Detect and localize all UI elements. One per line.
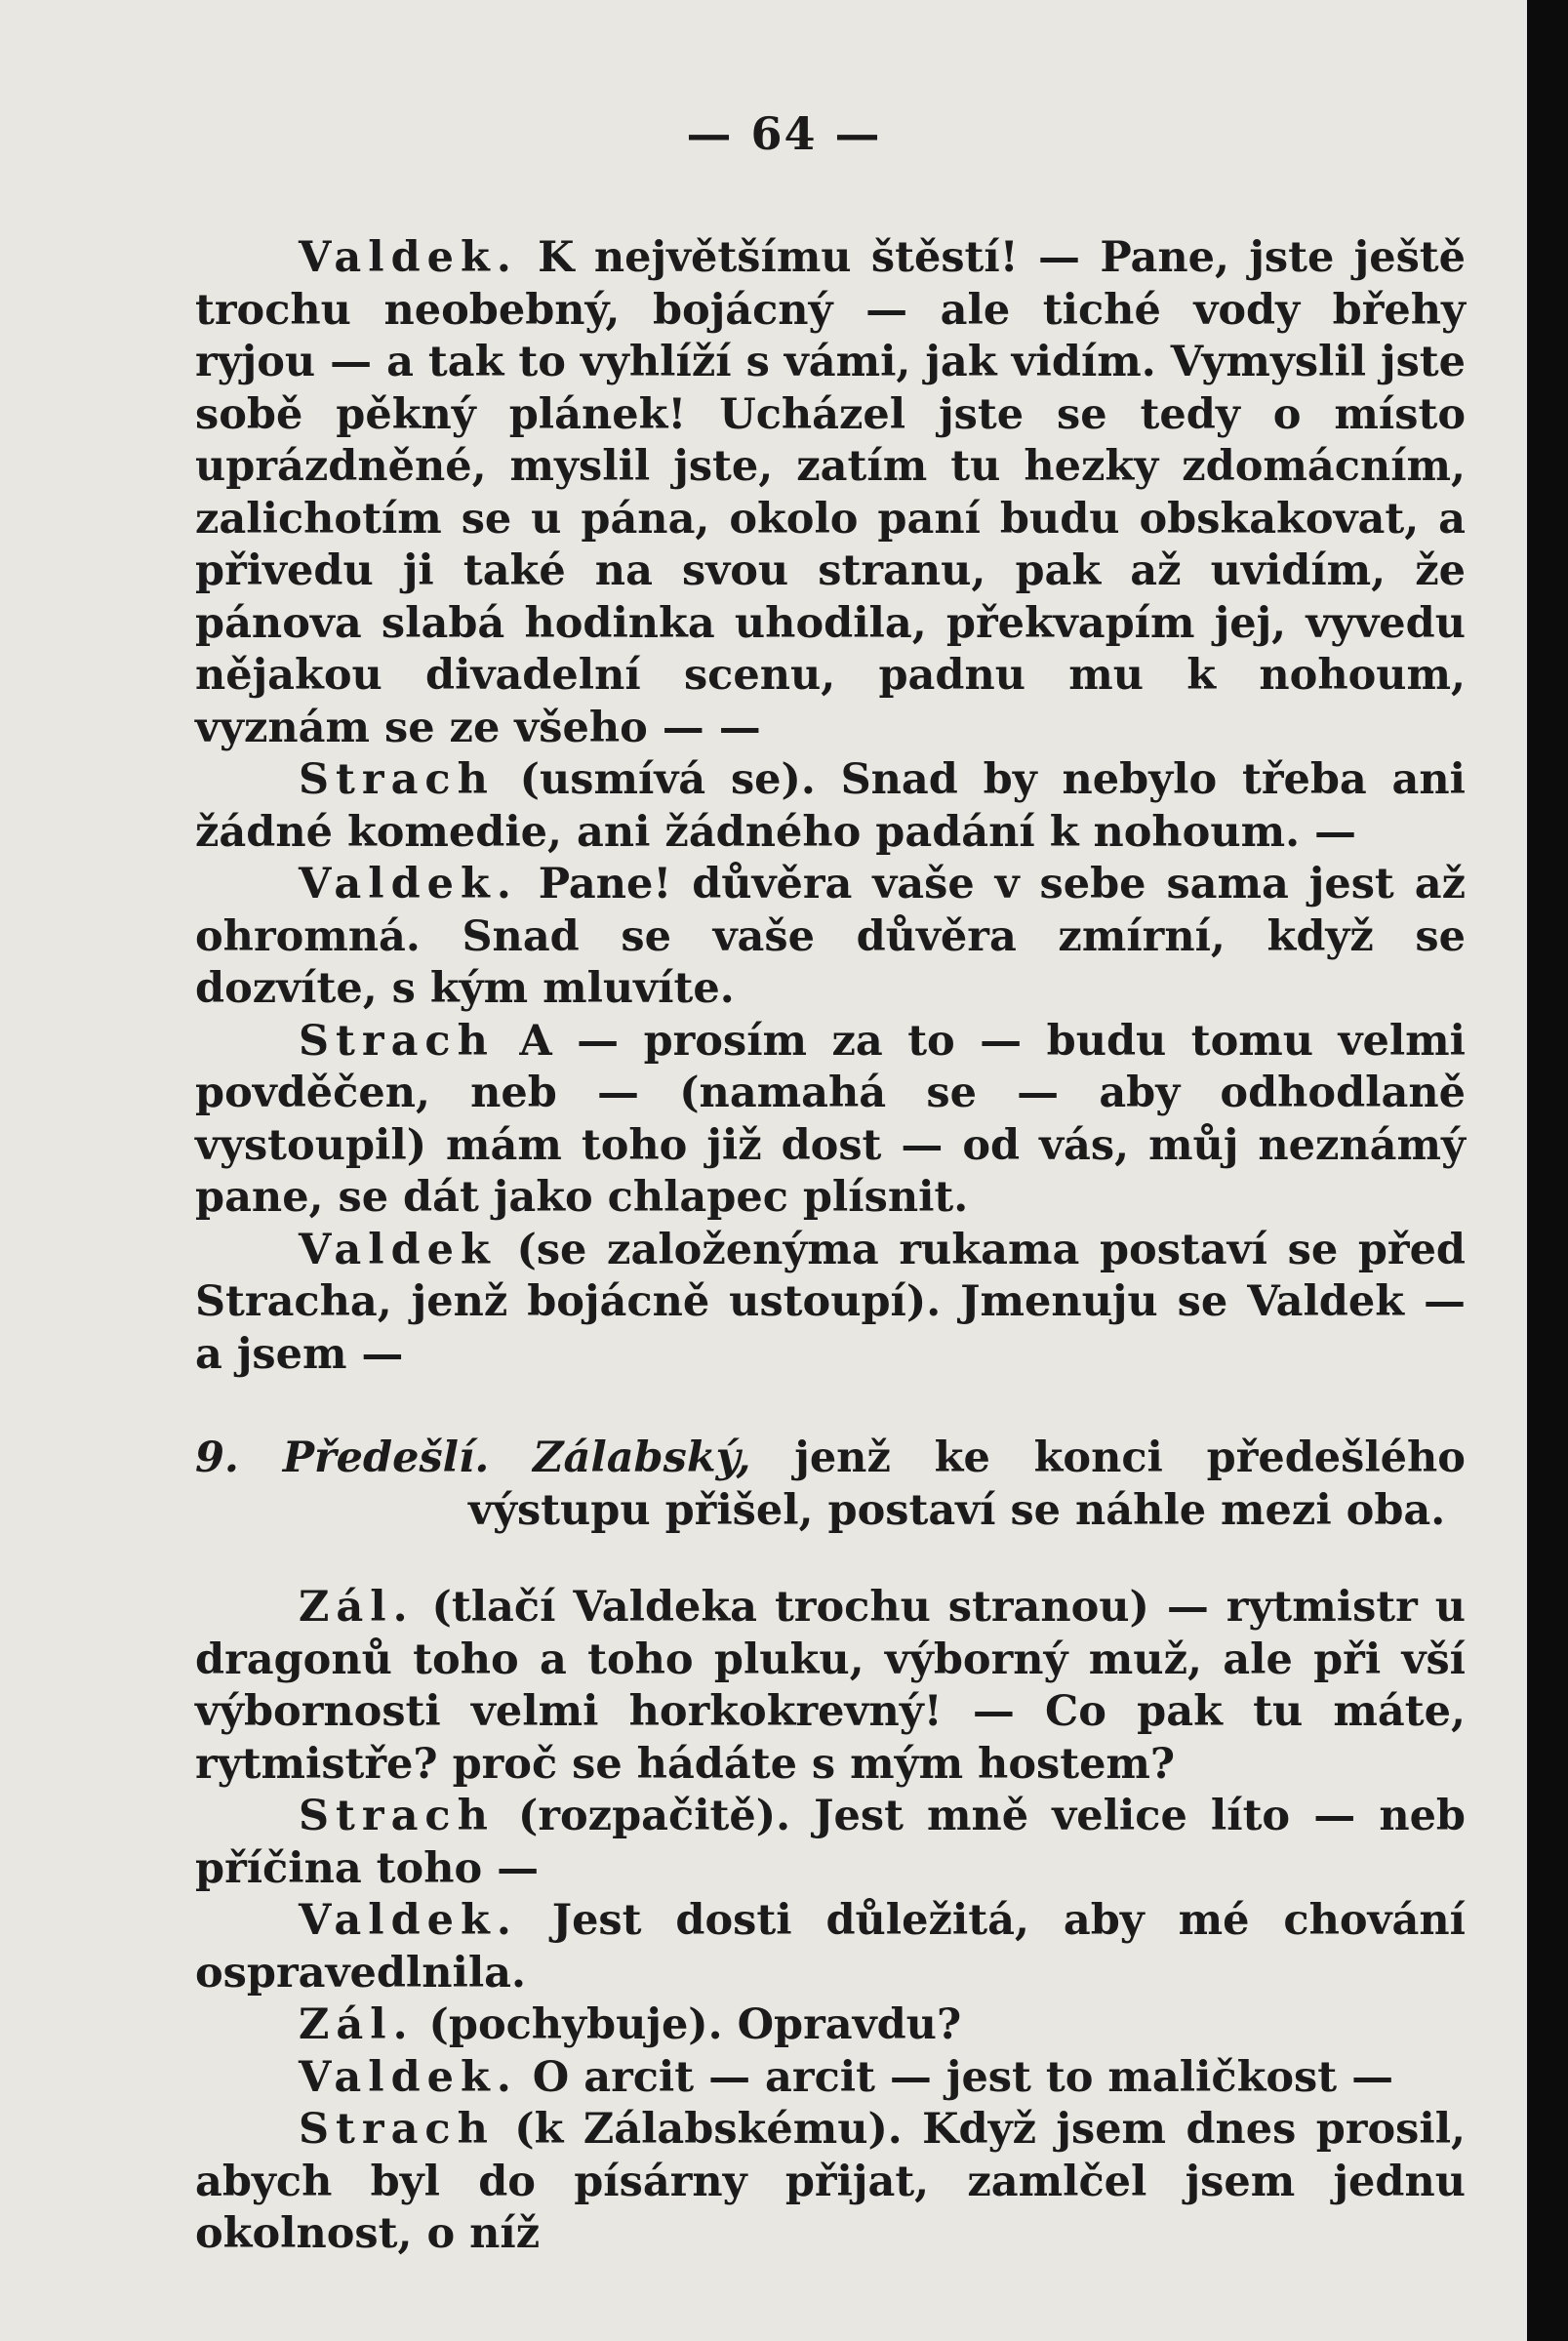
dialogue-line	[195, 1791, 1466, 1895]
speaker-name: Zál.	[299, 2000, 415, 2049]
scene-characters: Předešlí.	[282, 1433, 490, 1482]
dialogue-text: (se založenýma rukama postaví se před Stracha, jenž bojácně ustoupí). Jmenuju se Valdek — a jsem —	[195, 1225, 1466, 1379]
dialogue-line	[195, 2104, 1466, 2261]
dialogue-line	[195, 2052, 1466, 2105]
dialogue-text: O arcit — arcit — jest to maličkost —	[517, 2052, 1394, 2102]
scene-direction: jenž ke konci předešlého výstupu přišel, postaví se náhle mezi oba.	[468, 1433, 1466, 1535]
speaker-name: Zál.	[299, 1583, 415, 1632]
dialogue-text: (usmívá se). Snad by nebylo třeba ani žádné komedie, ani žádného padání k nohoum. —	[195, 755, 1466, 857]
dialogue-line	[195, 1582, 1466, 1791]
speaker-name: Strach	[299, 2105, 495, 2154]
dialogue-line	[195, 1999, 1466, 2052]
page-number: — 64 —	[686, 107, 882, 160]
dialogue-line	[195, 859, 1466, 1016]
speaker-name: Strach	[299, 1016, 495, 1066]
speaker-name: Valdek.	[299, 233, 518, 282]
page-text	[195, 232, 1466, 2261]
scene-heading	[195, 1433, 1466, 1537]
speaker-name: Valdek.	[299, 2052, 518, 2102]
speaker-name: Valdek	[299, 1225, 497, 1274]
dialogue-line	[195, 1225, 1466, 1382]
dialogue-text: Jest dosti důležitá, aby mé chování ospravedlnila.	[195, 1896, 1466, 1998]
dialogue-line	[195, 232, 1466, 754]
scan-edge	[1527, 0, 1568, 2341]
speaker-name: Strach	[299, 1792, 495, 1840]
speaker-name: Strach	[299, 755, 495, 804]
scene-number: 9.	[195, 1433, 239, 1482]
dialogue-text: Pane! důvěra vaše v sebe sama jest až ohromná. Snad se vaše důvěra zmírní, když se dozvíte, s kým mluvíte.	[195, 860, 1466, 1013]
dialogue-line	[195, 1895, 1466, 1999]
scene-character: Zálabský,	[533, 1433, 751, 1482]
dialogue-text: (pochybuje). Opravdu?	[414, 2000, 962, 2049]
dialogue-text: (k Zálabskému). Když jsem dnes prosil, abych byl do písárny přijat, zamlčel jsem jednu okolnost, o níž	[195, 2105, 1466, 2258]
dialogue-line	[195, 754, 1466, 859]
dialogue-text: K největšímu štěstí! — Pane, jste ještě trochu neobebný, bojácný — ale tiché vody břehy ryjou — a tak to vyhlíží s vámi, jak vidím. Vymyslil jste sobě pěkný plánek! Ucházel jste se tedy o místo uprázdněné, myslil jste, zatím tu hezky zdomácním, zalichotím se u pána, okolo paní budu obskakovat, a přivedu ji také na svou stranu, pak až uvidím, že pánova slabá hodinka uhodila, překvapím jej, vyvedu nějakou divadelní scenu, padnu mu k nohoum, vyznám se ze všeho — —	[195, 233, 1466, 752]
dialogue-text: (rozpačitě). Jest mně velice líto — neb příčina toho —	[195, 1792, 1466, 1893]
dialogue-text: A — prosím za to — budu tomu velmi povděčen, neb — (namahá se — aby odhodlaně vystoupil) mám toho již dost — od vás, můj neznámý pane, se dát jako chlapec plísnit.	[195, 1016, 1466, 1222]
dialogue-text: (tlačí Valdeka trochu stranou) — rytmistr u dragonů toho a toho pluku, výborný muž, ale při vší výbornosti velmi horkokrevný! — Co pak tu máte, rytmistře? proč se hádáte s mým hostem?	[195, 1583, 1466, 1789]
dialogue-line	[195, 1016, 1466, 1225]
speaker-name: Valdek.	[299, 1896, 518, 1945]
speaker-name: Valdek.	[299, 860, 518, 908]
